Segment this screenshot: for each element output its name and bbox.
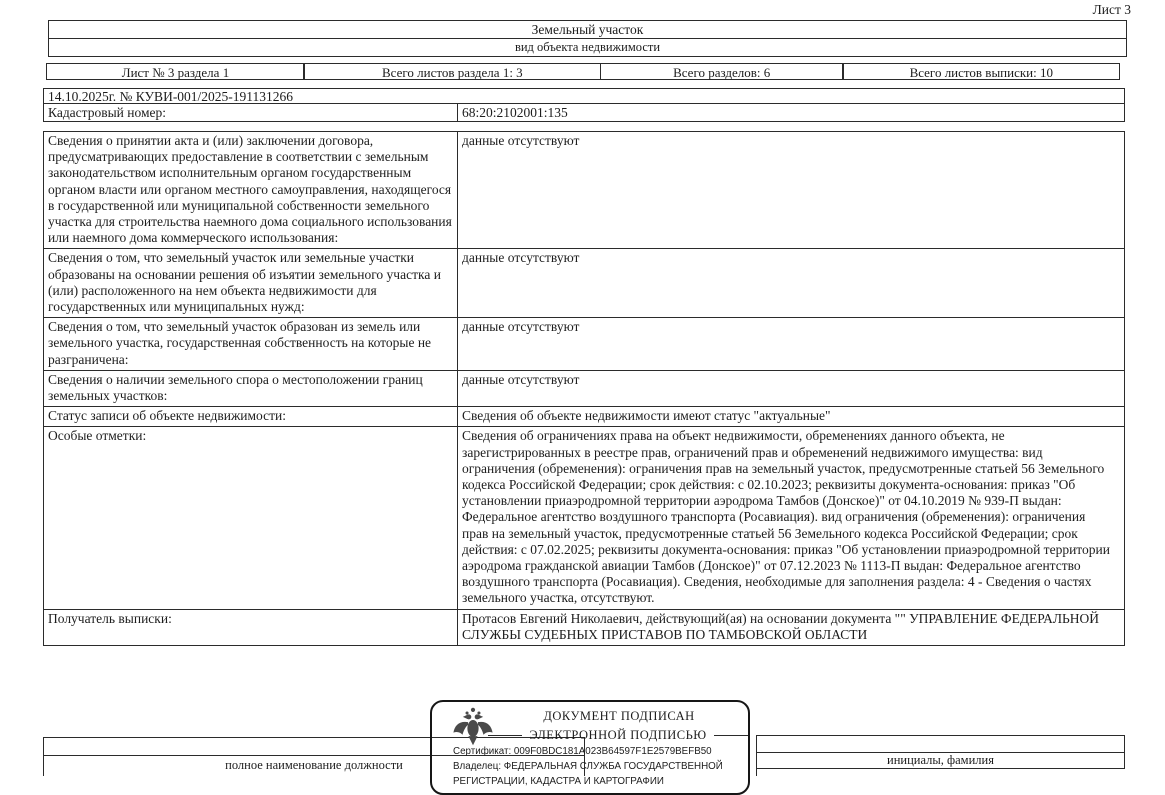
header-cell-total-sections: Всего разделов: 6 [600,63,844,80]
object-type-block [48,20,1127,57]
row-label: Сведения о том, что земельный участок или земельные участки образованы на основании решения об изъятии земельного участка и (или) расположенного на нем объекта недвижимости для государственных или муниципальных нужд: [44,249,458,317]
attributes-table [43,131,1125,646]
sheet-header-row [46,63,1125,80]
header-cell-total-extract-sheets: Всего листов выписки: 10 [842,63,1120,80]
table-row [44,370,1124,406]
row-label: Особые отметки: [44,427,458,608]
row-value: Сведения об объекте недвижимости имеют статус "актуальные" [462,408,831,424]
row-label: Сведения о наличии земельного спора о местоположении границ земельных участков: [44,371,458,406]
table-row [44,248,1124,317]
name-caption-box [756,735,1125,769]
row-value: данные отсутствуют [462,250,580,266]
table-row [44,406,1124,426]
table-row [44,317,1124,370]
stamp-title-line2 [488,728,748,743]
stamp-owner-line2: РЕГИСТРАЦИИ, КАДАСТРА И КАРТОГРАФИИ [453,776,664,787]
stamp-rule-right [714,735,748,736]
name-caption: инициалы, фамилия [887,753,994,767]
row-value: данные отсутствуют [462,133,580,148]
table-row [44,132,1124,248]
stamp-rule-left [488,735,522,736]
extract-date-number: 14.10.2025г. № КУВИ-001/2025-191131266 [43,88,1125,104]
sheet-number: Лист 3 [1092,2,1131,17]
stamp-title-line1: ДОКУМЕНТ ПОДПИСАН [543,709,695,723]
row-value: Протасов Евгений Николаевич, действующий(ая) на основании документа "" УПРАВЛЕНИЕ ФЕДЕРАЛЬНОЙ СЛУЖБЫ СУДЕБНЫХ ПРИСТАВОВ ПО ТАМБОВСКОЙ ОБЛАСТИ [462,610,1099,642]
stamp-owner: Владелец: ФЕДЕРАЛЬНАЯ СЛУЖБА ГОСУДАРСТВЕННОЙ [453,761,723,772]
row-label: Статус записи об объекте недвижимости: [44,407,458,426]
cadastral-number-label: Кадастровый номер: [44,104,458,121]
position-caption: полное наименование должности [225,758,403,772]
cadastral-number-row [43,103,1125,122]
row-label: Сведения о том, что земельный участок образован из земель или земельного участка, государственная собственность на которые не разграничена: [44,318,458,370]
row-value: Сведения об ограничениях права на объект недвижимости, обременениях данного объекта, не зарегистрированных в реестре прав, ограничений прав и обременений недвижимого имущества: вид ограничения (обременения): ограничения прав на земельный участок, предусмотренные статьей 56 Земельного кодекса Российской Федерации; срок действия: с 02.10.2023; реквизиты документа-основания: приказ "Об установлении приаэродромной территории аэродрома Тамбов (Донское)" от 04.10.2019 № 939-П выдан: Федеральное агентство воздушного транспорта (Росавиация). вид ограничения (обременения): ограничения прав на земельный участок, предусмотренные статьей 56 Земельного кодекса Российской Федерации; срок действия: с 07.02.2025; реквизиты документа-основания: приказ "Об установлении приаэродромной территории аэродрома гражданской авиации Тамбов (Донское)" от 07.12.2023 № 1113-П выдан: Федеральное агентство воздушного транспорта (Росавиация). Сведения, необходимые для заполнения раздела: 4 - Сведения о частях земельного участка, отсутствуют. [462,428,1110,606]
object-type-title: Земельный участок [49,21,1126,39]
stamp-certificate: Сертификат: 009F0BDC181A023B64597F1E2579BEFB50 [453,746,712,757]
table-row-recipient [44,609,1124,645]
header-cell-sheet-number: Лист № 3 раздела 1 [46,63,305,80]
stamp-title-line2-text: ЭЛЕКТРОННОЙ ПОДПИСЬЮ [529,728,707,742]
row-label: Сведения о принятии акта и (или) заключении договора, предусматривающих предоставление в соответствии с земельным законодательством исполнительным органом государственным органом власти или органом местного самоуправления, находящегося в государственной или муниципальной собственности земельного участка для строительства наемного дома социального использования или наемного дома коммерческого использования: [44,132,458,248]
object-type-caption: вид объекта недвижимости [514,40,661,54]
cadastral-number-value: 68:20:2102001:135 [462,104,568,120]
row-label: Получатель выписки: [44,610,458,645]
row-value: данные отсутствуют [462,319,580,335]
header-cell-total-section-sheets: Всего листов раздела 1: 3 [303,63,601,80]
electronic-signature-stamp [430,700,750,795]
row-value: данные отсутствуют [462,371,580,387]
name-signature-line [757,736,1124,753]
table-row-special-notes [44,426,1124,608]
name-box-border-extension [756,769,757,776]
